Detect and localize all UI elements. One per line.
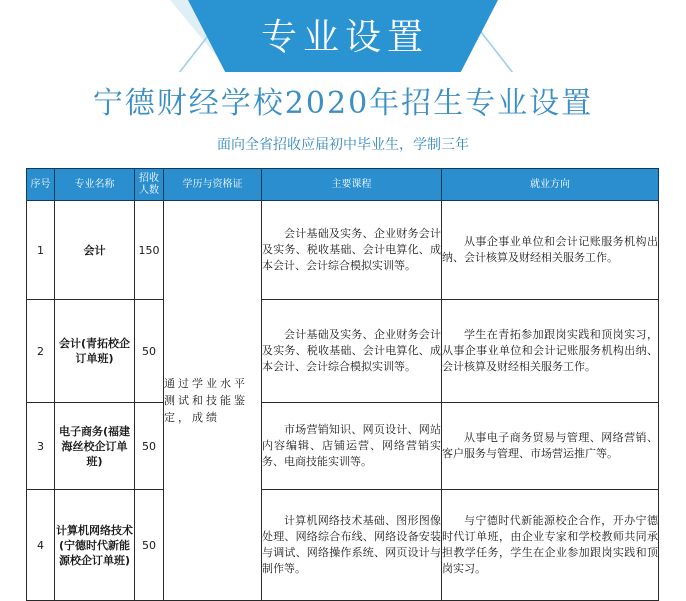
row-major-name: 会计(青拓校企订单班) — [55, 300, 135, 403]
row-no: 2 — [27, 300, 55, 403]
row-quota: 50 — [135, 490, 164, 601]
header-quota: 招收人数 — [135, 169, 164, 201]
header-courses: 主要课程 — [262, 169, 442, 201]
row-no: 4 — [27, 490, 55, 601]
header-name: 专业名称 — [55, 169, 135, 201]
page-title: 宁德财经学校2020年招生专业设置 — [92, 86, 594, 121]
row-courses: 会计基础及实务、企业财务会计及实务、税收基础、会计电算化、成本会计、会计综合模拟实训等。 — [262, 201, 442, 300]
table-row — [27, 403, 659, 490]
row-no: 1 — [27, 201, 55, 300]
header-education: 学历与资格证 — [164, 169, 262, 201]
row-quota: 50 — [135, 403, 164, 490]
row-major-name: 电子商务(福建海丝校企订单班) — [55, 403, 135, 490]
table-row — [27, 201, 659, 300]
row-courses: 会计基础及实务、企业财务会计及实务、税收基础、会计电算化、成本会计、会计综合模拟实训等。 — [262, 300, 442, 403]
row-major-name: 计算机网络技术(宁德时代新能源校企订单班) — [55, 490, 135, 601]
enrollment-table — [26, 168, 659, 601]
row-courses: 市场营销知识、网页设计、网站内容编辑、店铺运营、网络营销实务、电商技能实训等。 — [262, 403, 442, 490]
banner-title: 专业设置 — [260, 17, 429, 58]
table-row — [27, 490, 659, 601]
header-no: 序号 — [27, 169, 55, 201]
row-career: 从事电子商务贸易与管理、网络营销、客户服务与管理、市场营运推广等。 — [442, 403, 659, 490]
header-career: 就业方向 — [442, 169, 659, 201]
education-certificate-cell: 通过学业水平测试和技能鉴定，成绩 — [164, 201, 262, 601]
table-header-row — [27, 169, 659, 201]
row-career: 从事企事业单位和会计记账服务机构出纳、会计核算及财经相关服务工作。 — [442, 201, 659, 300]
row-quota: 150 — [135, 201, 164, 300]
row-courses: 计算机网络技术基础、图形图像处理、网络综合布线、网络设备安装与调试、网络操作系统、网页设计与制作等。 — [262, 490, 442, 601]
row-no: 3 — [27, 403, 55, 490]
page-subtitle: 面向全省招收应届初中毕业生，学制三年 — [217, 137, 469, 153]
table-row — [27, 300, 659, 403]
row-major-name: 会计 — [55, 201, 135, 300]
row-career: 学生在青拓参加跟岗实践和顶岗实习，从事企事业单位和会计记账服务机构出纳、会计核算及财经相关服务工作。 — [442, 300, 659, 403]
row-career: 与宁德时代新能源校企合作，开办宁德时代订单班，由企业专家和学校教师共同承担教学任务，学生在企业参加跟岗实践和顶岗实习。 — [442, 490, 659, 601]
row-quota: 50 — [135, 300, 164, 403]
